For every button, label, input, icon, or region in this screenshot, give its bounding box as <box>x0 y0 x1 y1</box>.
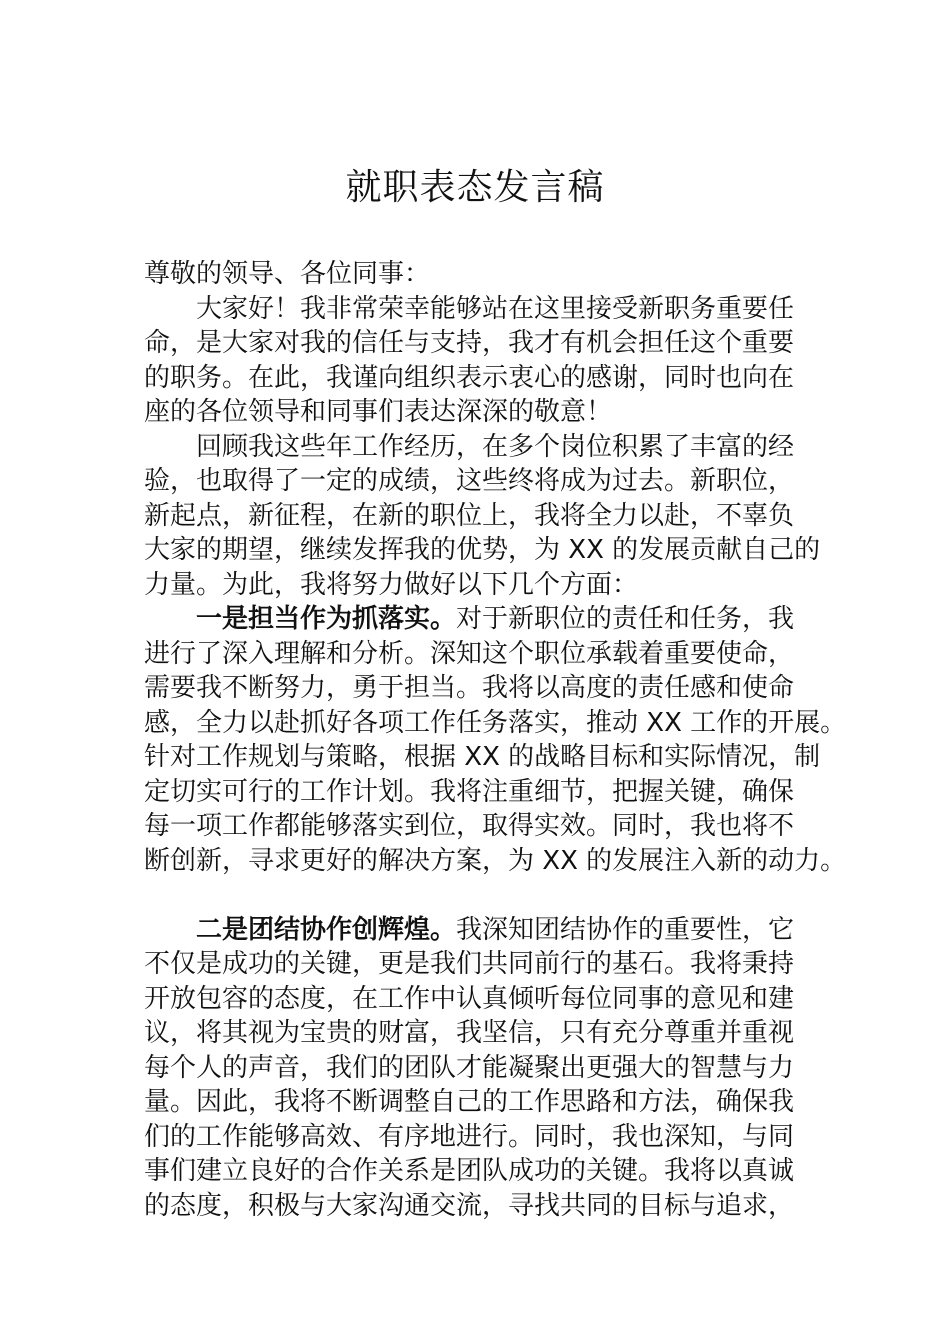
point-one-first-text: 对于新职位的责任和任务，我 <box>456 604 795 634</box>
point-two-heading: 二是团结协作创辉煌。 <box>196 914 457 945</box>
paragraph-line: 每个人的声音，我们的团队才能凝聚出更强大的智慧与力 <box>144 1052 795 1083</box>
paragraph-line: 的态度，积极与大家沟通交流，寻找共同的目标与追求， <box>144 1190 795 1221</box>
paragraph-line: 需要我不断努力，勇于担当。我将以高度的责任感和使命 <box>144 673 795 703</box>
salutation: 尊敬的领导、各位同事： <box>144 259 431 289</box>
paragraph-line: 量。因此，我将不断调整自己的工作思路和方法，确保我 <box>144 1087 795 1117</box>
paragraph-line: 大家好！我非常荣幸能够站在这里接受新职务重要任 <box>196 293 795 324</box>
paragraph-point-one <box>144 602 847 878</box>
paragraph-line: 针对工作规划与策略，根据 XX 的战略目标和实际情况，制 <box>144 742 821 772</box>
paragraph-line: 新起点，新征程，在新的职位上，我将全力以赴，不辜负 <box>144 500 795 531</box>
blank-line <box>144 878 824 913</box>
paragraph-greeting <box>144 292 824 430</box>
paragraph-line: 回顾我这些年工作经历，在多个岗位积累了丰富的经 <box>196 431 795 462</box>
point-one-heading: 一是担当作为抓落实。 <box>196 604 457 634</box>
paragraph-line: 定切实可行的工作计划。我将注重细节，把握关键，确保 <box>144 776 795 807</box>
paragraph-line: 议，将其视为宝贵的财富，我坚信，只有充分尊重并重视 <box>144 1018 795 1048</box>
paragraph-point-two <box>144 913 824 1224</box>
document-body <box>144 257 847 1223</box>
paragraph-first-line <box>144 602 824 637</box>
paragraph-line: 的职务。在此，我谨向组织表示衷心的感谢，同时也向在 <box>144 362 795 393</box>
paragraph-review <box>144 430 824 603</box>
paragraph-line: 不仅是成功的关键，更是我们共同前行的基石。我将秉持 <box>144 949 795 979</box>
paragraph-line: 大家的期望，继续发挥我的优势，为 XX 的发展贡献自己的 <box>144 535 821 565</box>
paragraph-line: 感，全力以赴抓好各项工作任务落实，推动 XX 工作的开展。 <box>144 707 847 738</box>
paragraph-line: 验，也取得了一定的成绩，这些终将成为过去。新职位， <box>144 466 795 496</box>
paragraph-line: 进行了深入理解和分析。深知这个职位承载着重要使命， <box>144 638 795 669</box>
paragraph-line: 力量。为此，我将努力做好以下几个方面： <box>144 569 639 600</box>
paragraph-first-line <box>144 913 824 948</box>
paragraph-line: 断创新，寻求更好的解决方案，为 XX 的发展注入新的动力。 <box>144 845 847 876</box>
paragraph-line: 座的各位领导和同事们表达深深的敬意！ <box>144 397 613 427</box>
paragraph-line: 开放包容的态度，在工作中认真倾听每位同事的意见和建 <box>144 983 795 1014</box>
document-title: 就职表态发言稿 <box>345 167 605 208</box>
paragraph-line: 事们建立良好的合作关系是团队成功的关键。我将以真诚 <box>144 1156 795 1186</box>
point-two-first-text: 我深知团结协作的重要性，它 <box>456 914 795 945</box>
paragraph-line: 们的工作能够高效、有序地进行。同时，我也深知，与同 <box>144 1121 795 1152</box>
paragraph-line: 每一项工作都能够落实到位，取得实效。同时，我也将不 <box>144 811 795 841</box>
paragraph-line: 命，是大家对我的信任与支持，我才有机会担任这个重要 <box>144 328 795 358</box>
